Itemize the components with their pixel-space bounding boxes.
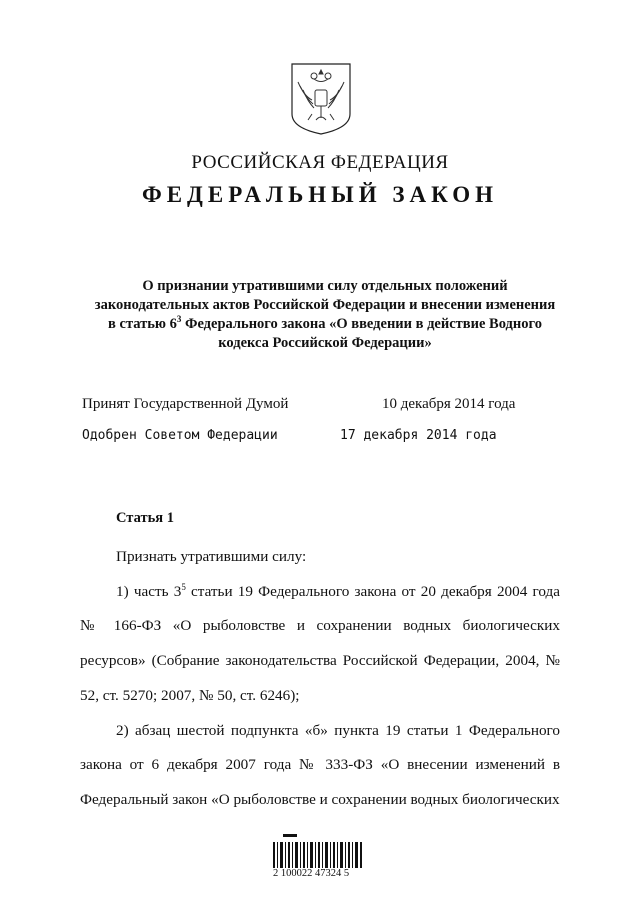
duma-label: Принят Государственной Думой <box>82 396 289 412</box>
law-title-line: кодекса Российской Федерации» <box>218 335 432 351</box>
country-heading: РОССИЙСКАЯ ФЕДЕРАЦИЯ <box>191 152 449 173</box>
barcode-number: 2 100022 47324 5 <box>273 868 350 879</box>
law-title <box>80 277 570 353</box>
article-heading: Статья 1 <box>116 510 174 526</box>
duma-date: 10 декабря 2014 года <box>382 396 516 412</box>
law-title-line: О признании утратившими силу отдельных положений <box>142 278 508 294</box>
article-item-1: 1) часть $3^5$ статьи 19 Федерального закона от 20 декабря 2004 года № 166-ФЗ «О рыболовстве и сохранении водных биологических ресурсов» (Собрание законодательства Российской Федерации, 2004, № 52, ст. 5270; 2007, № 50, ст. 6246); <box>80 581 560 704</box>
document-type-heading: ФЕДЕРАЛЬНЫЙ ЗАКОН <box>141 182 499 207</box>
article-body <box>80 540 560 818</box>
law-title-line: законодательных актов Российской Федерации и внесении изменения <box>94 297 556 313</box>
article-intro: Признать утратившими силу: <box>116 548 307 565</box>
council-date: 17 декабря 2014 года <box>340 428 497 443</box>
article-item-2: 2) абзац шестой подпункта «б» пункта 19 статьи 1 Федерального закона от 6 декабря 2007 года № 333-ФЗ «О внесении изменений в Федеральный закон «О рыболовстве и сохранении водных биологических <box>80 721 560 808</box>
council-label: Одобрен Советом Федерации <box>82 428 278 443</box>
coat-of-arms-icon <box>290 62 352 136</box>
law-title-line: в статью $6^3$ Федерального закона «О введении в действие Водного <box>108 314 542 332</box>
